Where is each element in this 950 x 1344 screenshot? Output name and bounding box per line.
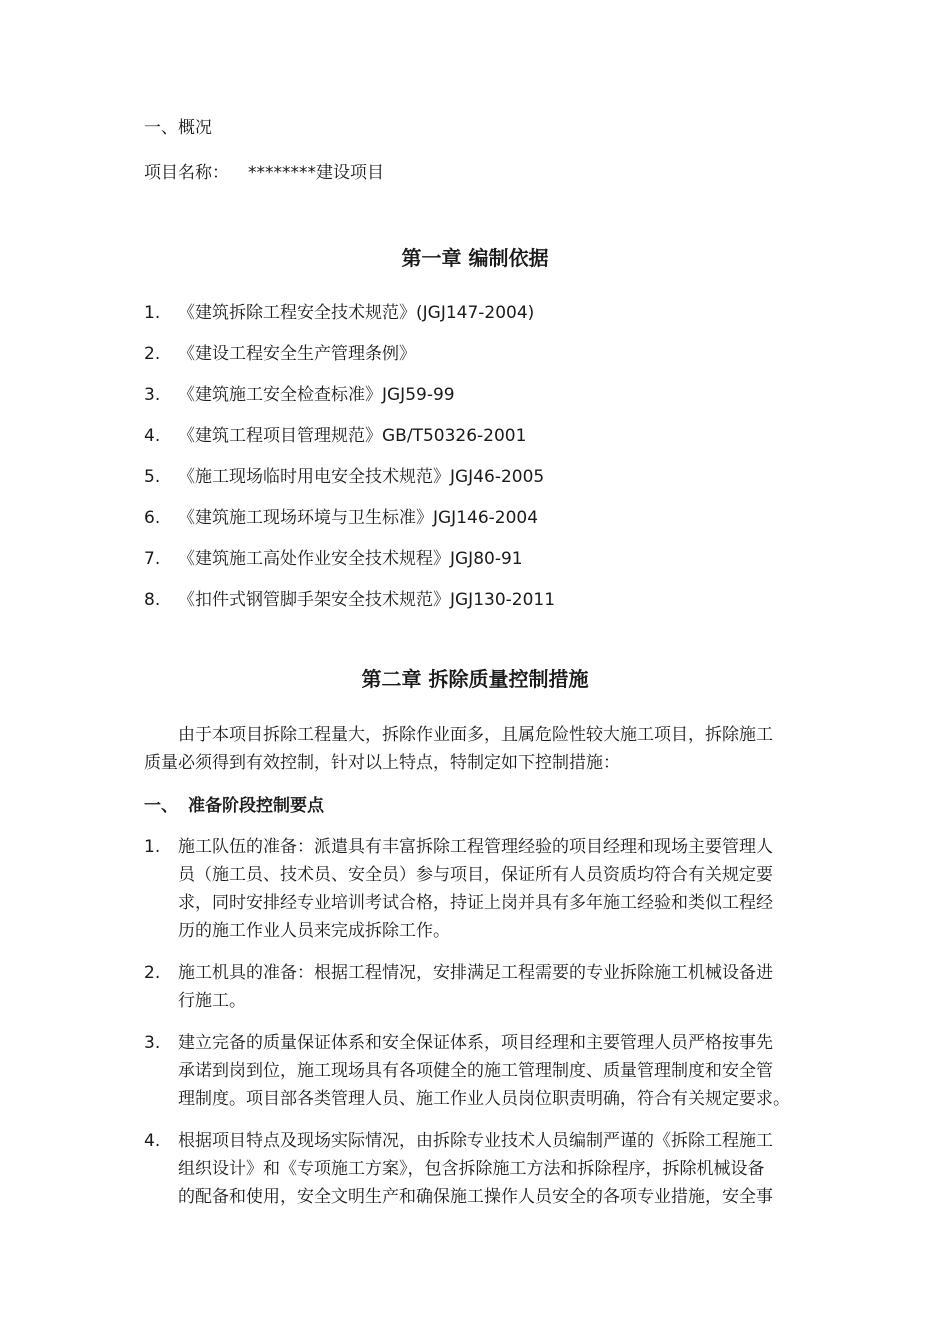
measure-item-line: 的配备和使用，安全文明生产和确保施工操作人员安全的各项专业措施，安全事 <box>178 1187 773 1207</box>
measure-item-line: 员（施工员、技术员、安全员）参与项目，保证所有人员资质均符合有关规定要 <box>178 865 773 885</box>
list-item-text: 《施工现场临时用电安全技术规范》JGJ46-2005 <box>178 467 545 487</box>
list-item-number: 5. <box>144 467 161 487</box>
list-item-number: 6. <box>144 508 161 528</box>
measure-item-line: 行施工。 <box>178 991 246 1011</box>
list-item-text: 《建筑施工高处作业安全技术规程》JGJ80-91 <box>178 549 523 569</box>
measure-item-number: 1. <box>144 837 161 857</box>
measure-item-line: 施工机具的准备：根据工程情况，安排满足工程需要的专业拆除施工机械设备进 <box>178 963 773 983</box>
section1-title: 准备阶段控制要点 <box>188 796 324 816</box>
measure-item-line: 承诺到岗到位，施工现场具有各项健全的施工管理制度、质量管理制度和安全管 <box>178 1061 773 1081</box>
intro-line-2: 质量必须得到有效控制，针对以上特点，特制定如下控制措施： <box>144 753 620 773</box>
measure-item-number: 4. <box>144 1131 161 1151</box>
measure-item-line: 组织设计》和《专项施工方案》，包含拆除施工方法和拆除程序，拆除机械设备 <box>178 1159 765 1179</box>
measure-item-line: 建立完备的质量保证体系和安全保证体系，项目经理和主要管理人员严格按事先 <box>178 1033 773 1053</box>
list-item-text: 《建设工程安全生产管理条例》 <box>178 344 416 364</box>
list-item-number: 7. <box>144 549 161 569</box>
list-item-number: 3. <box>144 385 161 405</box>
list-item-text: 《扣件式钢管脚手架安全技术规范》JGJ130-2011 <box>178 590 556 610</box>
list-item-number: 8. <box>144 590 161 610</box>
intro-line-1: 由于本项目拆除工程量大，拆除作业面多，且属危险性较大施工项目，拆除施工 <box>178 725 773 745</box>
measure-item-line: 根据项目特点及现场实际情况，由拆除专业技术人员编制严谨的《拆除工程施工 <box>178 1131 773 1151</box>
measure-item-line: 求，同时安排经专业培训考试合格，持证上岗并具有多年施工经验和类似工程经 <box>178 893 773 913</box>
list-item-number: 1. <box>144 303 161 323</box>
measure-item-line: 理制度。项目部各类管理人员、施工作业人员岗位职责明确，符合有关规定要求。 <box>178 1089 790 1109</box>
list-item-text: 《建筑拆除工程安全技术规范》(JGJ147-2004) <box>178 303 535 323</box>
list-item-number: 4. <box>144 426 161 446</box>
chapter1-title: 第一章 编制依据 <box>401 246 549 270</box>
measure-item-line: 历的施工作业人员来完成拆除工作。 <box>178 921 450 941</box>
measure-item-number: 3. <box>144 1033 161 1053</box>
measure-item-line: 施工队伍的准备：派遣具有丰富拆除工程管理经验的项目经理和现场主要管理人 <box>178 837 773 857</box>
section1-number: 一、 <box>144 796 178 816</box>
list-item-text: 《建筑工程项目管理规范》GB/T50326-2001 <box>178 426 527 446</box>
list-item-number: 2. <box>144 344 161 364</box>
chapter2-title: 第二章 拆除质量控制措施 <box>361 667 589 691</box>
overview-heading: 一、概况 <box>144 118 212 138</box>
list-item-text: 《建筑施工安全检查标准》JGJ59-99 <box>178 385 455 405</box>
measure-item-number: 2. <box>144 963 161 983</box>
list-item-text: 《建筑施工现场环境与卫生标准》JGJ146-2004 <box>178 508 539 528</box>
project-name-value: ********建设项目 <box>248 163 384 183</box>
project-name-label: 项目名称： <box>144 163 229 183</box>
